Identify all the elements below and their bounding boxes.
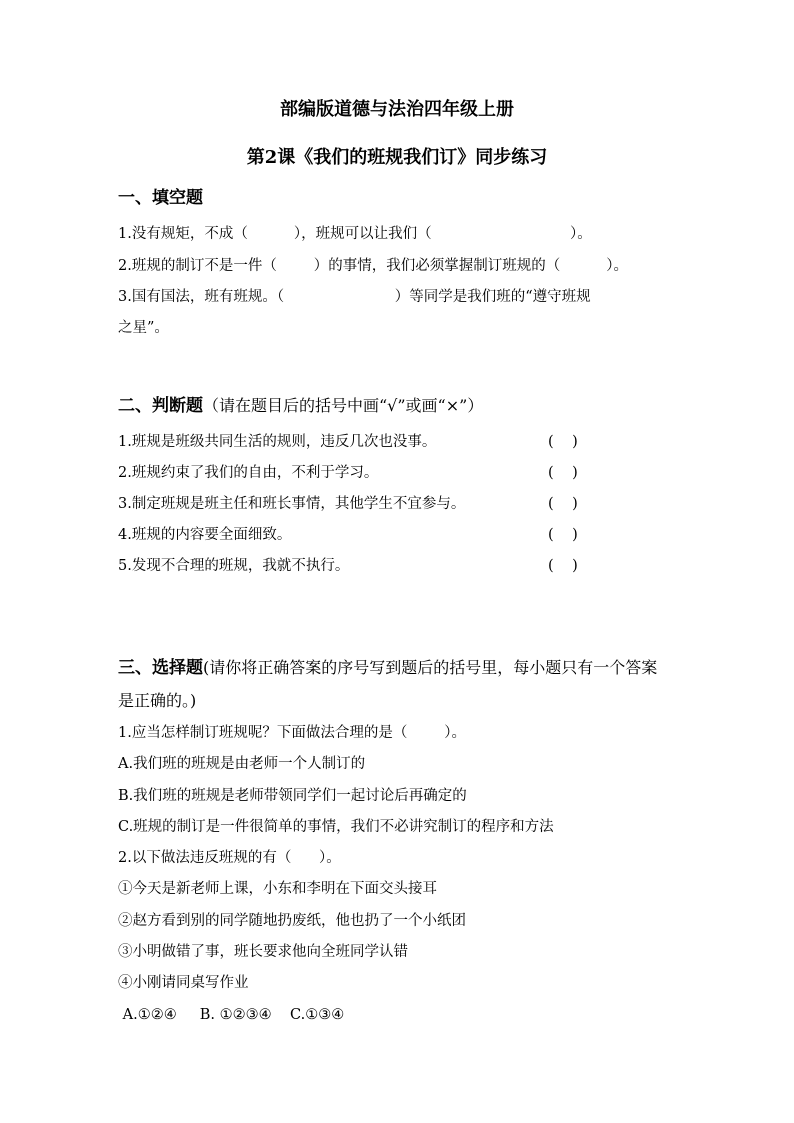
answer-paren-2: ( ) [548,465,578,481]
choice-2-item-3: ③小明做错了事，班长要求他向全班同学认错 [118,944,408,960]
judge-question-4: 4.班规的内容要全面细致。 [118,527,292,543]
page-subtitle: 第2课《我们的班规我们订》同步练习 [246,147,548,168]
fill-question-3: 3.国有国法，班有班规。（ ）等同学是我们班的“遵守班规 [118,289,591,305]
choice-2-item-4: ④小刚请同桌写作业 [118,975,249,991]
section3-instructions-cont: 是正确的。) [118,691,197,710]
choice-question-1: 1.应当怎样制订班规呢？下面做法合理的是（ ）。 [118,725,466,741]
judge-question-2: 2.班规约束了我们的自由，不利于学习。 [118,465,379,481]
choice-1-option-c: C.班规的制订是一件很简单的事情，我们不必讲究制订的程序和方法 [118,819,554,835]
choice-2-item-1: ①今天是新老师上课，小东和李明在下面交头接耳 [118,881,437,897]
section1-heading: 一、填空题 [118,188,203,208]
section3-instructions: (请你将正确答案的序号写到题后的括号里，每小题只有一个答案 [203,658,658,677]
section2-heading: 二、判断题（请在题目后的括号中画“√”或画“×”） [118,396,484,416]
answer-paren-4: ( ) [548,527,578,543]
answer-paren-1: ( ) [548,434,578,450]
fill-question-2: 2.班规的制订不是一件（ ）的事情，我们必须掌握制订班规的（ ）。 [118,258,629,274]
answer-paren-3: ( ) [548,496,578,512]
judge-question-1: 1.班规是班级共同生活的规则，违反几次也没事。 [118,434,437,450]
fill-question-1: 1.没有规矩，不成（ ），班规可以让我们（ ）。 [118,226,592,242]
choice-2-options: A.①②④ B. ①②③④ C.①③④ [118,1007,345,1023]
section3-heading: 三、选择题(请你将正确答案的序号写到题后的括号里，每小题只有一个答案 [118,658,658,678]
section2-instructions: （请在题目后的括号中画“√”或画“×”） [203,396,484,415]
answer-paren-5: ( ) [548,558,578,574]
choice-1-option-b: B.我们班的班规是老师带领同学们一起讨论后再确定的 [118,788,467,804]
page-title: 部编版道德与法治四年级上册 [280,99,514,120]
choice-1-option-a: A.我们班的班规是由老师一个人制订的 [118,756,366,772]
judge-question-5: 5.发现不合理的班规，我就不执行。 [118,558,350,574]
choice-2-item-2: ②赵方看到别的同学随地扔废纸，他也扔了一个小纸团 [118,913,466,929]
fill-question-3-cont: 之星”。 [118,320,169,336]
choice-question-2: 2.以下做法违反班规的有（ ）。 [118,850,341,866]
judge-question-3: 3.制定班规是班主任和班长事情，其他学生不宜参与。 [118,496,466,512]
